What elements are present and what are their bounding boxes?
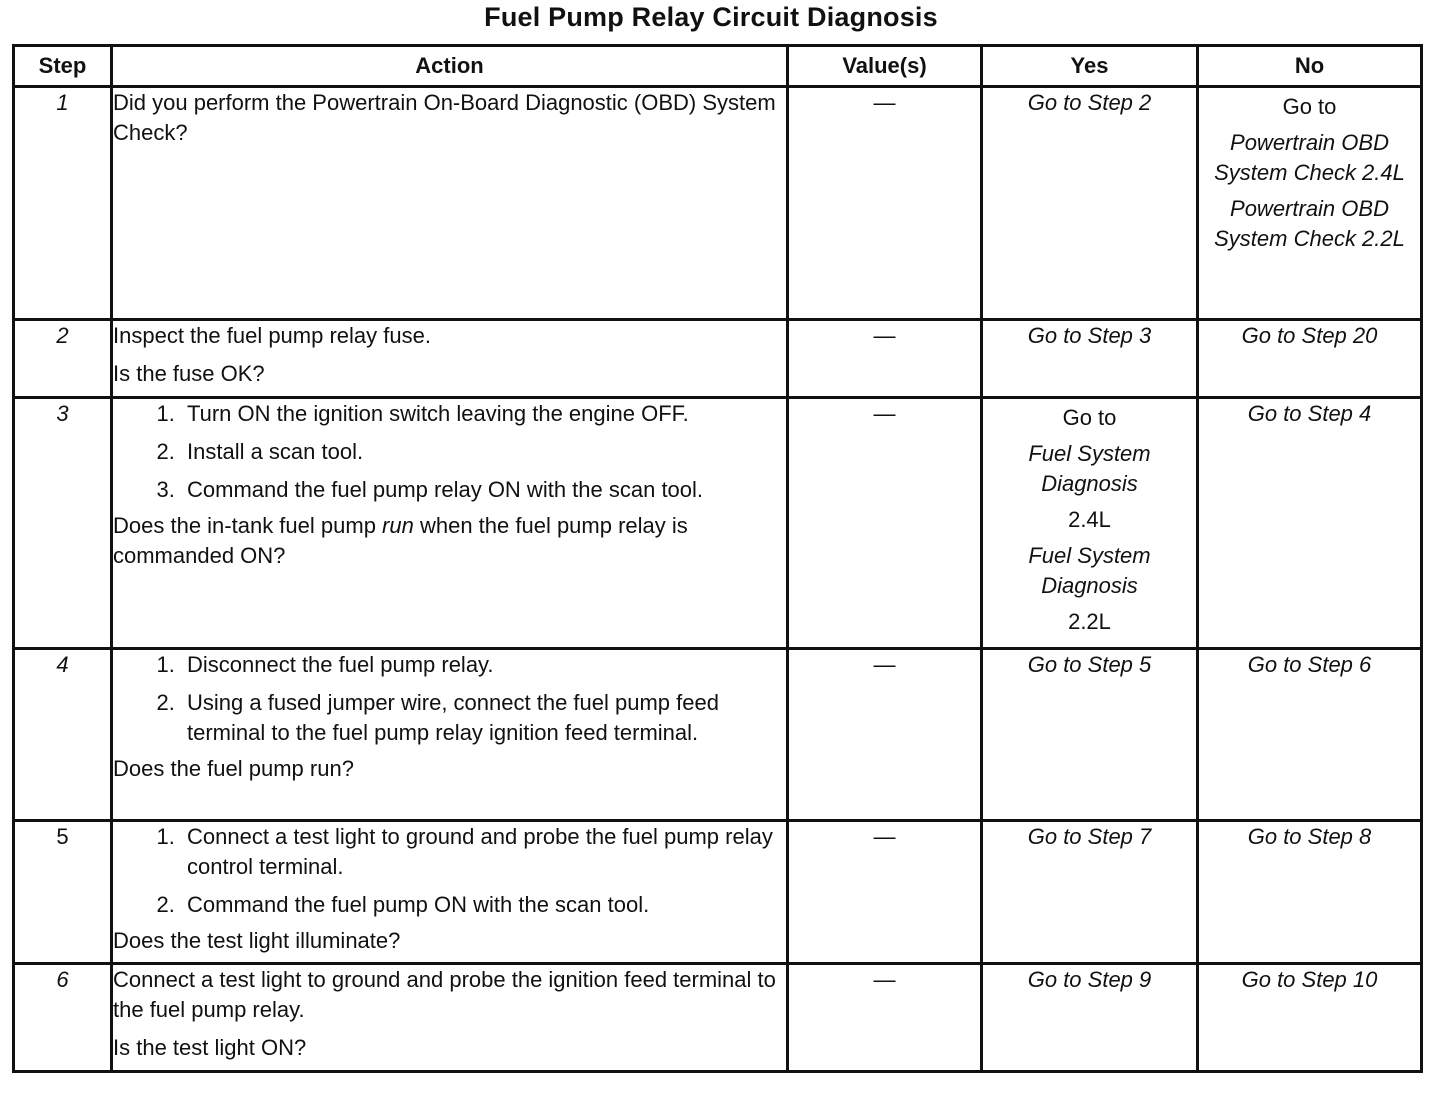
yes-goto-link[interactable]: Fuel System Diagnosis <box>1028 441 1151 496</box>
diagnosis-table <box>12 44 1423 1073</box>
yes-goto-suffix: 2.4L <box>1068 507 1111 532</box>
action-cell <box>112 398 788 649</box>
yes-goto-link[interactable]: Go to Step 2 <box>1027 90 1152 115</box>
no-goto-link[interactable]: Go to Step 8 <box>1247 824 1372 849</box>
list-item: 2. Install a scan tool. <box>181 437 786 467</box>
no-goto-link[interactable]: Go to Step 6 <box>1247 652 1372 677</box>
header-values: Value(s) <box>788 46 982 87</box>
value-cell: — <box>788 320 982 398</box>
action-cell <box>112 87 788 320</box>
action-question: Does the test light illuminate? <box>113 928 401 953</box>
yes-cell <box>982 821 1198 964</box>
yes-cell <box>982 320 1198 398</box>
action-cell <box>112 821 788 964</box>
action-question: Is the fuse OK? <box>113 361 265 386</box>
question-text: Does the in-tank fuel pump <box>113 513 383 538</box>
action-text: Did you perform the Powertrain On-Board Diagnostic (OBD) System Check? <box>113 90 776 145</box>
no-cell <box>1198 964 1422 1072</box>
action-step-list <box>113 822 786 920</box>
header-yes: Yes <box>982 46 1198 87</box>
yes-cell <box>982 398 1198 649</box>
yes-goto-link[interactable]: Go to Step 7 <box>1027 824 1152 849</box>
step-number: 3 <box>14 398 112 649</box>
action-question <box>113 511 786 571</box>
table-row <box>14 964 1422 1072</box>
table-header-row <box>14 46 1422 87</box>
header-no: No <box>1198 46 1422 87</box>
yes-goto-suffix: 2.2L <box>1068 609 1111 634</box>
step-number: 1 <box>14 87 112 320</box>
page-title: Fuel Pump Relay Circuit Diagnosis <box>484 2 938 32</box>
value-cell: — <box>788 398 982 649</box>
no-cell <box>1198 398 1422 649</box>
step-number: 6 <box>14 964 112 1072</box>
table-row <box>14 821 1422 964</box>
action-text: Connect a test light to ground and probe the ignition feed terminal to the fuel pump relay. <box>113 967 776 1022</box>
no-goto-link[interactable]: Powertrain OBD System Check 2.2L <box>1214 196 1405 251</box>
yes-goto-link[interactable]: Fuel System Diagnosis <box>1028 543 1151 598</box>
list-item: 2. Using a fused jumper wire, connect the fuel pump feed terminal to the fuel pump relay ignition feed terminal. <box>181 688 786 748</box>
question-emphasis: run <box>382 513 414 538</box>
action-step-list <box>113 650 786 748</box>
step-number: 4 <box>14 649 112 821</box>
header-step: Step <box>14 46 112 87</box>
yes-goto-link[interactable]: Go to Step 5 <box>1027 652 1152 677</box>
no-goto-link[interactable]: Powertrain OBD System Check 2.4L <box>1214 130 1405 185</box>
list-item: 1. Connect a test light to ground and probe the fuel pump relay control terminal. <box>181 822 786 882</box>
step-number: 2 <box>14 320 112 398</box>
yes-cell <box>982 87 1198 320</box>
action-question: Does the fuel pump run? <box>113 756 354 781</box>
list-item: 3. Command the fuel pump relay ON with the scan tool. <box>181 475 786 505</box>
table-row <box>14 87 1422 320</box>
list-item: 1. Turn ON the ignition switch leaving the engine OFF. <box>181 399 786 429</box>
action-cell <box>112 320 788 398</box>
no-cell <box>1198 320 1422 398</box>
no-cell <box>1198 649 1422 821</box>
value-cell: — <box>788 87 982 320</box>
no-goto-link[interactable]: Go to Step 20 <box>1241 323 1378 348</box>
yes-goto-label: Go to <box>1062 405 1117 430</box>
yes-goto-link[interactable]: Go to Step 3 <box>1027 323 1152 348</box>
no-goto-link[interactable]: Go to Step 10 <box>1241 967 1378 992</box>
yes-goto-link[interactable]: Go to Step 9 <box>1027 967 1152 992</box>
yes-cell <box>982 964 1198 1072</box>
no-goto-link[interactable]: Go to Step 4 <box>1247 401 1372 426</box>
action-cell <box>112 964 788 1072</box>
header-action: Action <box>112 46 788 87</box>
value-cell: — <box>788 821 982 964</box>
table-row <box>14 320 1422 398</box>
table-row <box>14 649 1422 821</box>
list-item: 1. Disconnect the fuel pump relay. <box>181 650 786 680</box>
action-question: Is the test light ON? <box>113 1035 307 1060</box>
no-goto-label: Go to <box>1282 94 1337 119</box>
action-text: Inspect the fuel pump relay fuse. <box>113 323 431 348</box>
table-row <box>14 398 1422 649</box>
yes-cell <box>982 649 1198 821</box>
list-item: 2. Command the fuel pump ON with the scan tool. <box>181 890 786 920</box>
action-step-list <box>113 399 786 505</box>
no-cell <box>1198 87 1422 320</box>
value-cell: — <box>788 964 982 1072</box>
no-cell <box>1198 821 1422 964</box>
step-number: 5 <box>14 821 112 964</box>
action-cell <box>112 649 788 821</box>
value-cell: — <box>788 649 982 821</box>
question-text: when the fuel pump relay is commanded ON? <box>113 513 688 568</box>
